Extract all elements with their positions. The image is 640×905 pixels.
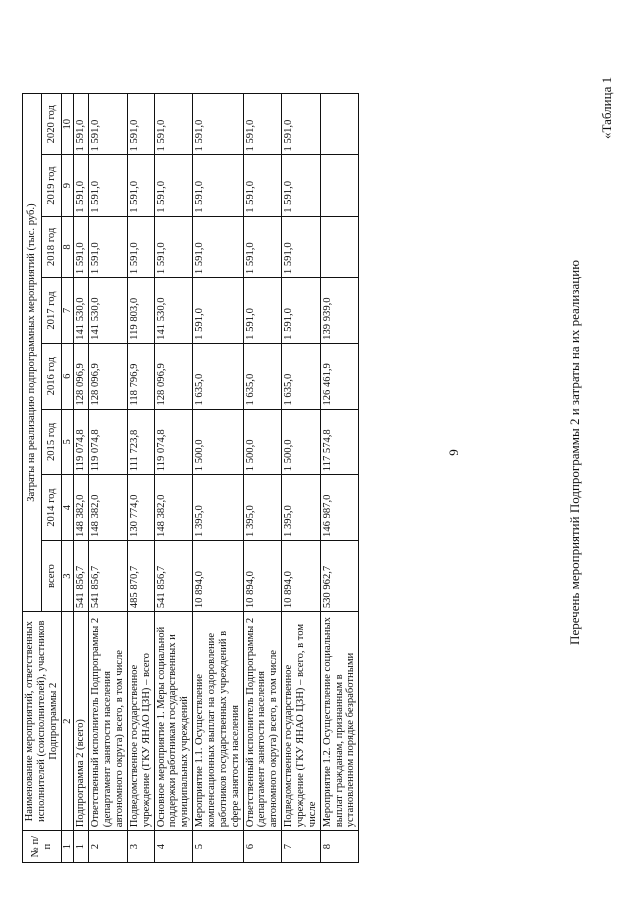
column-number: 7 [61, 278, 74, 344]
row-value: 148 382,0 [154, 475, 193, 541]
table-row [193, 94, 243, 863]
row-total: 10 894,0 [243, 540, 282, 611]
row-value: 1 591,0 [89, 155, 128, 216]
table-row [320, 94, 359, 863]
row-name: Ответственный исполнитель Подпрограммы 2 (департамент занятости населения автономного округа) всего, в том числе [89, 612, 128, 831]
row-value: 141 530,0 [74, 278, 89, 344]
row-number: 6 [243, 831, 282, 863]
column-number: 5 [61, 409, 74, 475]
row-number: 8 [320, 831, 359, 863]
row-value: 1 635,0 [282, 343, 321, 409]
table-row [154, 94, 193, 863]
row-value: 1 591,0 [154, 216, 193, 277]
column-number: 8 [61, 216, 74, 277]
page-number: 9 [446, 449, 461, 456]
row-value: 111 723,8 [127, 409, 154, 475]
row-value: 1 591,0 [193, 216, 243, 277]
column-number-row [61, 94, 74, 863]
column-number: 1 [61, 831, 74, 863]
row-value: 1 591,0 [282, 216, 321, 277]
row-value: 1 591,0 [193, 94, 243, 155]
row-name: Мероприятие 1.1. Осуществление компенсационных выплат на оздоровление работников государственных учреждений в сфере занятости населения [193, 612, 243, 831]
row-value: 146 987,0 [320, 475, 359, 541]
row-value: 1 591,0 [74, 155, 89, 216]
header-year: 2015 год [42, 409, 61, 475]
header-year: 2018 год [42, 216, 61, 277]
header-num: № п/п [23, 831, 62, 863]
row-value: 1 591,0 [74, 216, 89, 277]
row-number: 3 [127, 831, 154, 863]
header-year: 2017 год [42, 278, 61, 344]
row-value: 1 591,0 [89, 216, 128, 277]
row-value: 119 074,8 [89, 409, 128, 475]
row-number: 2 [89, 831, 128, 863]
row-number: 5 [193, 831, 243, 863]
row-value: 1 591,0 [193, 278, 243, 344]
header-costs: Затраты на реализацию подпрограммных мероприятий (тыс. руб.) [23, 94, 42, 612]
row-value: 1 591,0 [243, 278, 282, 344]
row-value: 128 096,9 [89, 343, 128, 409]
table-label: «Таблица 1 [599, 76, 614, 139]
row-value: 1 591,0 [154, 155, 193, 216]
row-value [320, 216, 359, 277]
row-value: 1 500,0 [282, 409, 321, 475]
row-total: 485 870,7 [127, 540, 154, 611]
row-value: 148 382,0 [89, 475, 128, 541]
table-row [89, 94, 128, 863]
row-total: 10 894,0 [282, 540, 321, 611]
row-value: 119 074,8 [74, 409, 89, 475]
row-value: 130 774,0 [127, 475, 154, 541]
row-value: 148 382,0 [74, 475, 89, 541]
row-total: 541 856,7 [89, 540, 128, 611]
row-value: 1 591,0 [282, 278, 321, 344]
row-name: Подпрограмма 2 (всего) [74, 612, 89, 831]
column-number: 6 [61, 343, 74, 409]
header-name: Наименование мероприятий, ответственных исполнителей (соисполнителей), участников Подпрограммы 2 [23, 612, 62, 831]
row-value: 1 395,0 [243, 475, 282, 541]
row-value [320, 94, 359, 155]
row-number: 4 [154, 831, 193, 863]
row-name: Основное мероприятие 1. Меры социальной поддержки работникам государственных и муниципальных учреждений [154, 612, 193, 831]
row-value: 1 500,0 [193, 409, 243, 475]
row-value: 1 591,0 [243, 94, 282, 155]
measures-table [22, 93, 359, 863]
row-value: 141 530,0 [89, 278, 128, 344]
row-value: 1 591,0 [89, 94, 128, 155]
table-row [74, 94, 89, 863]
row-name: Подведомственное государственное учреждение (ГКУ ЯНАО ЦЗН) – всего, в том числе [282, 612, 321, 831]
row-total: 10 894,0 [193, 540, 243, 611]
header-year: 2020 год [42, 94, 61, 155]
row-value: 119 803,0 [127, 278, 154, 344]
row-value: 118 796,9 [127, 343, 154, 409]
column-number: 9 [61, 155, 74, 216]
row-name: Мероприятие 1.2. Осуществление социальных выплат гражданам, признанным в установленном порядке безработными [320, 612, 359, 831]
row-number: 7 [282, 831, 321, 863]
row-total: 530 962,7 [320, 540, 359, 611]
header-row [23, 94, 42, 863]
row-total: 541 856,7 [74, 540, 89, 611]
document-title: Перечень мероприятий Подпрограммы 2 и затраты на их реализацию [567, 260, 582, 645]
row-value: 119 074,8 [154, 409, 193, 475]
row-name: Ответственный исполнитель Подпрограммы 2 (департамент занятости населения автономного округа) всего, в том числе [243, 612, 282, 831]
row-value: 1 500,0 [243, 409, 282, 475]
table-row [127, 94, 154, 863]
header-year: 2016 год [42, 343, 61, 409]
column-number: 10 [61, 94, 74, 155]
row-value: 141 530,0 [154, 278, 193, 344]
row-value: 1 591,0 [282, 155, 321, 216]
row-value: 1 591,0 [74, 94, 89, 155]
header-total: всего [42, 540, 61, 611]
row-name: Подведомственное государственное учреждение (ГКУ ЯНАО ЦЗН) – всего [127, 612, 154, 831]
row-value: 1 591,0 [243, 216, 282, 277]
row-value: 1 591,0 [282, 94, 321, 155]
row-value: 1 395,0 [193, 475, 243, 541]
row-total: 541 856,7 [154, 540, 193, 611]
column-number: 4 [61, 475, 74, 541]
table-row [243, 94, 282, 863]
row-value: 139 939,0 [320, 278, 359, 344]
row-value: 117 574,8 [320, 409, 359, 475]
row-value: 1 591,0 [127, 216, 154, 277]
header-year: 2019 год [42, 155, 61, 216]
row-value: 1 591,0 [154, 94, 193, 155]
row-value: 128 096,9 [74, 343, 89, 409]
row-value: 128 096,9 [154, 343, 193, 409]
row-value: 1 591,0 [127, 94, 154, 155]
row-value: 1 635,0 [193, 343, 243, 409]
column-number: 2 [61, 612, 74, 831]
row-value: 126 461,9 [320, 343, 359, 409]
row-value: 1 591,0 [243, 155, 282, 216]
row-value: 1 591,0 [127, 155, 154, 216]
header-year: 2014 год [42, 475, 61, 541]
row-value [320, 155, 359, 216]
column-number: 3 [61, 540, 74, 611]
table-row [282, 94, 321, 863]
row-value: 1 591,0 [193, 155, 243, 216]
row-number: 1 [74, 831, 89, 863]
row-value: 1 395,0 [282, 475, 321, 541]
row-value: 1 635,0 [243, 343, 282, 409]
